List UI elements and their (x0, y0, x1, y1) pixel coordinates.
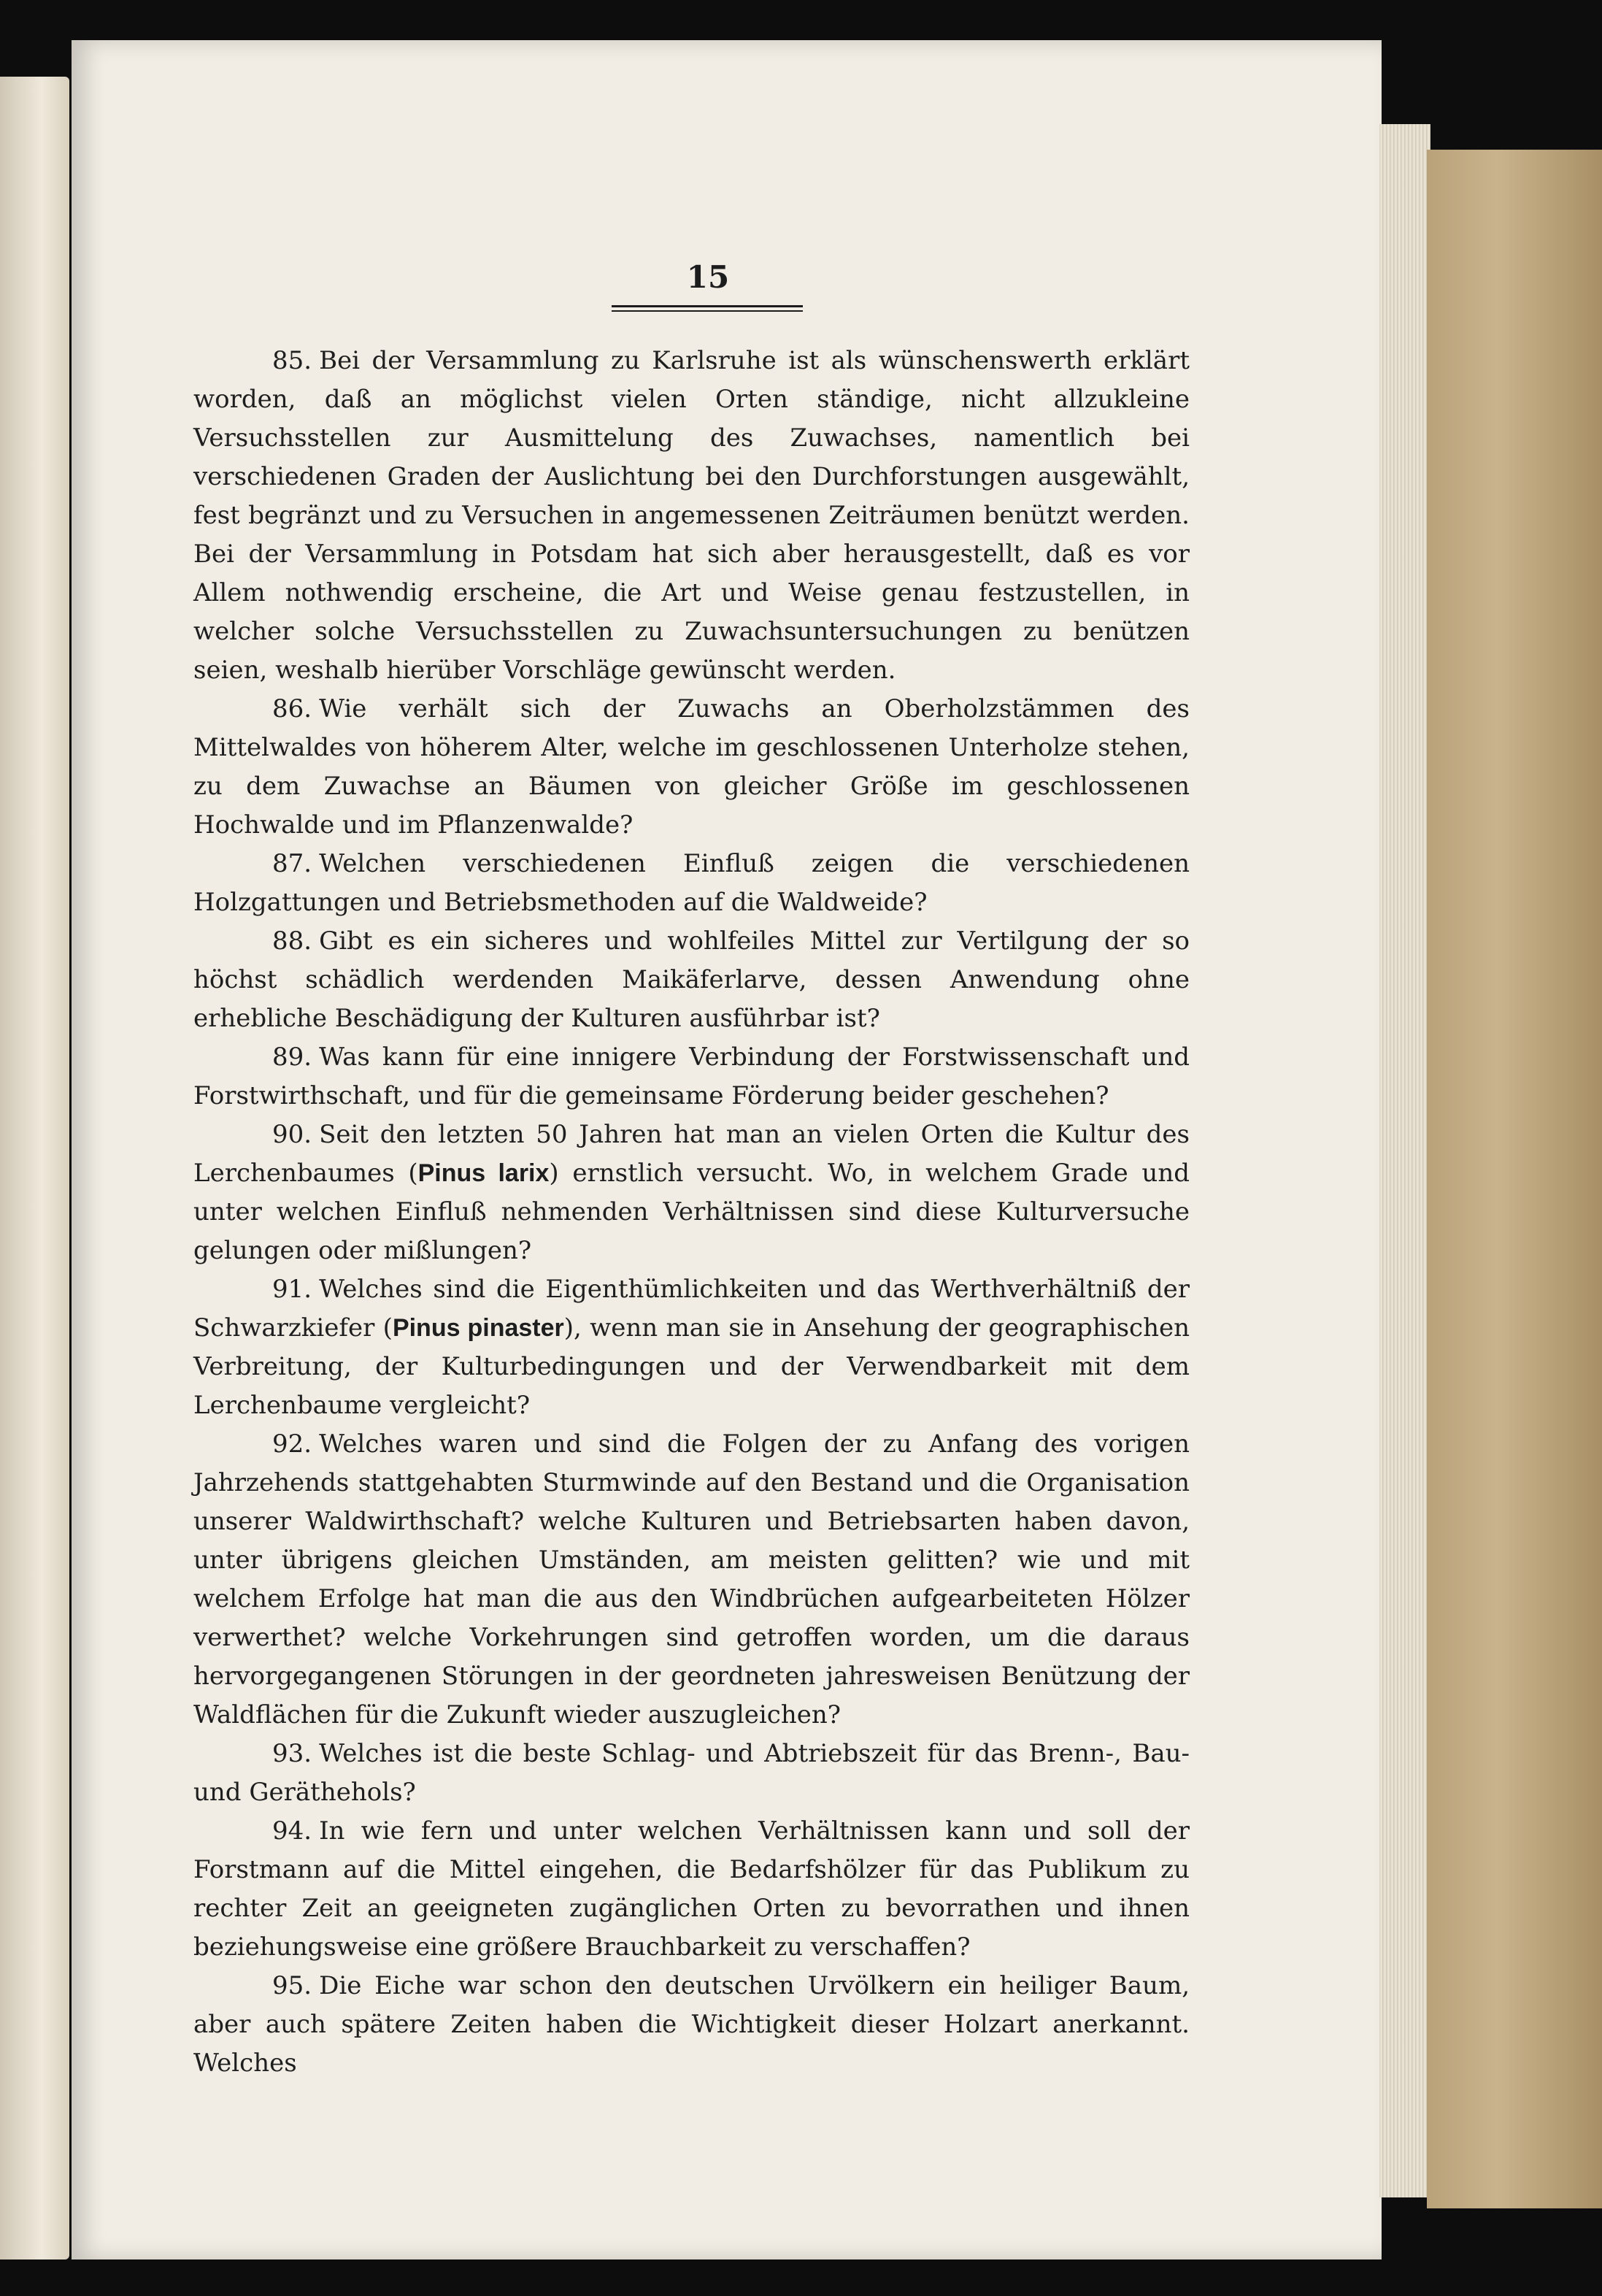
question-text: Welches sind die Eigenthümlichkeiten und das Werthverhältniß der Schwarzkiefer ( (193, 1275, 1190, 1343)
question-95 (193, 1967, 1190, 2083)
question-number: 86. (272, 694, 312, 723)
question-number: 89. (272, 1043, 312, 1072)
question-86 (193, 690, 1190, 845)
question-93 (193, 1735, 1190, 1812)
question-92 (193, 1425, 1190, 1735)
question-text: Welches ist die beste Schlag- und Abtriebszeit für das Brenn-, Bau- und Geräthehols? (193, 1739, 1190, 1807)
page-stack-edge (1379, 124, 1430, 2197)
question-94 (193, 1812, 1190, 1967)
question-90 (193, 1116, 1190, 1270)
question-text: Welches waren und sind die Folgen der zu Anfang des vorigen Jahrzehends stattgehabten Sturmwinde auf den Bestand und die Organisation unserer Waldwirthschaft? welche Kulturen und Betriebsarten haben davon, unter übrigens gleichen Umständen, am meisten gelitten? wie und mit welchem Erfolge hat man die aus den Windbrüchen aufgearbeiteten Hölzer verwerthet? welche Vorkehrungen sind getroffen worden, um die daraus hervorgegangenen Störungen in der geordneten jahresweisen Benützung der Waldflächen für die Zukunft wieder auszugleichen? (193, 1429, 1190, 1729)
question-text: Was kann für eine innigere Verbindung der Forstwissenschaft und Forstwirthschaft, und für die gemeinsame Förderung beider geschehen? (193, 1043, 1190, 1110)
question-text: Wie verhält sich der Zuwachs an Oberholzstämmen des Mittelwaldes von höherem Alter, welche im geschlossenen Unterholze stehen, zu dem Zuwachse an Bäumen von gleicher Größe im geschlossenen Hochwalde und im Pflanzenwalde? (193, 694, 1190, 840)
question-number: 90. (272, 1120, 312, 1149)
left-page-edge (0, 77, 69, 2259)
page-number: 15 (686, 259, 730, 295)
question-87 (193, 845, 1190, 922)
question-text: ) ernstlich versucht. Wo, in welchem Grade und unter welchen Einfluß nehmenden Verhältnissen sind diese Kulturversuche gelungen oder mißlungen? (193, 1159, 1190, 1265)
question-text: ), wenn man sie in Ansehung der geographischen Verbreitung, der Kulturbedingungen und der Verwendbarkeit mit dem Lerchenbaume vergleicht? (193, 1313, 1190, 1420)
body-text (193, 342, 1190, 2083)
question-number: 94. (272, 1816, 312, 1846)
question-number: 93. (272, 1739, 312, 1768)
question-text: Welchen verschiedenen Einfluß zeigen die verschiedenen Holzgattungen und Betriebsmethoden auf die Waldweide? (193, 849, 1190, 917)
question-text: In wie fern und unter welchen Verhältnissen kann und soll der Forstmann auf die Mittel eingehen, die Bedarfshölzer für das Publikum zu rechter Zeit an geeigneten zugänglichen Orten zu bevorrathen und ihnen beziehungsweise eine größere Brauchbarkeit zu verschaffen? (193, 1816, 1190, 1962)
book-cover (1427, 150, 1602, 2208)
question-number: 92. (272, 1429, 312, 1459)
question-85 (193, 342, 1190, 690)
question-91 (193, 1270, 1190, 1425)
question-text: Die Eiche war schon den deutschen Urvölkern ein heiliger Baum, aber auch spätere Zeiten haben die Wichtigkeit dieser Holzart anerkannt. Welches (193, 1971, 1190, 2078)
latin-name: Pinus pinaster (392, 1314, 564, 1342)
question-number: 95. (272, 1971, 312, 2000)
question-number: 87. (272, 849, 312, 878)
header-rule (612, 305, 803, 307)
question-text: Bei der Versammlung zu Karlsruhe ist als wünschenswerth erklärt worden, daß an möglichst vielen Orten ständige, nicht allzukleine Versuchsstellen zur Ausmittelung des Zuwachses, namentlich bei verschiedenen Graden der Auslichtung bei den Durchforstungen ausgewählt, fest begränzt und zu Versuchen in angemessenen Zeiträumen benützt werden. Bei der Versammlung in Potsdam hat sich aber herausgestellt, daß es vor Allem nothwendig erscheine, die Art und Weise genau festzustellen, in welcher solche Versuchsstellen zu Zuwachsuntersuchungen zu benützen seien, weshalb hierüber Vorschläge gewünscht werden. (193, 346, 1190, 685)
question-number: 88. (272, 926, 312, 956)
question-88 (193, 922, 1190, 1038)
question-text: Seit den letzten 50 Jahren hat man an vielen Orten die Kultur des Lerchenbaumes ( (193, 1120, 1190, 1188)
latin-name: Pinus larix (417, 1159, 550, 1187)
question-number: 85. (272, 346, 312, 375)
question-89 (193, 1038, 1190, 1116)
question-text: Gibt es ein sicheres und wohlfeiles Mittel zur Vertilgung der so höchst schädlich werdenden Maikäferlarve, dessen Anwendung ohne erhebliche Beschädigung der Kulturen ausführbar ist? (193, 926, 1190, 1033)
question-number: 91. (272, 1275, 312, 1304)
